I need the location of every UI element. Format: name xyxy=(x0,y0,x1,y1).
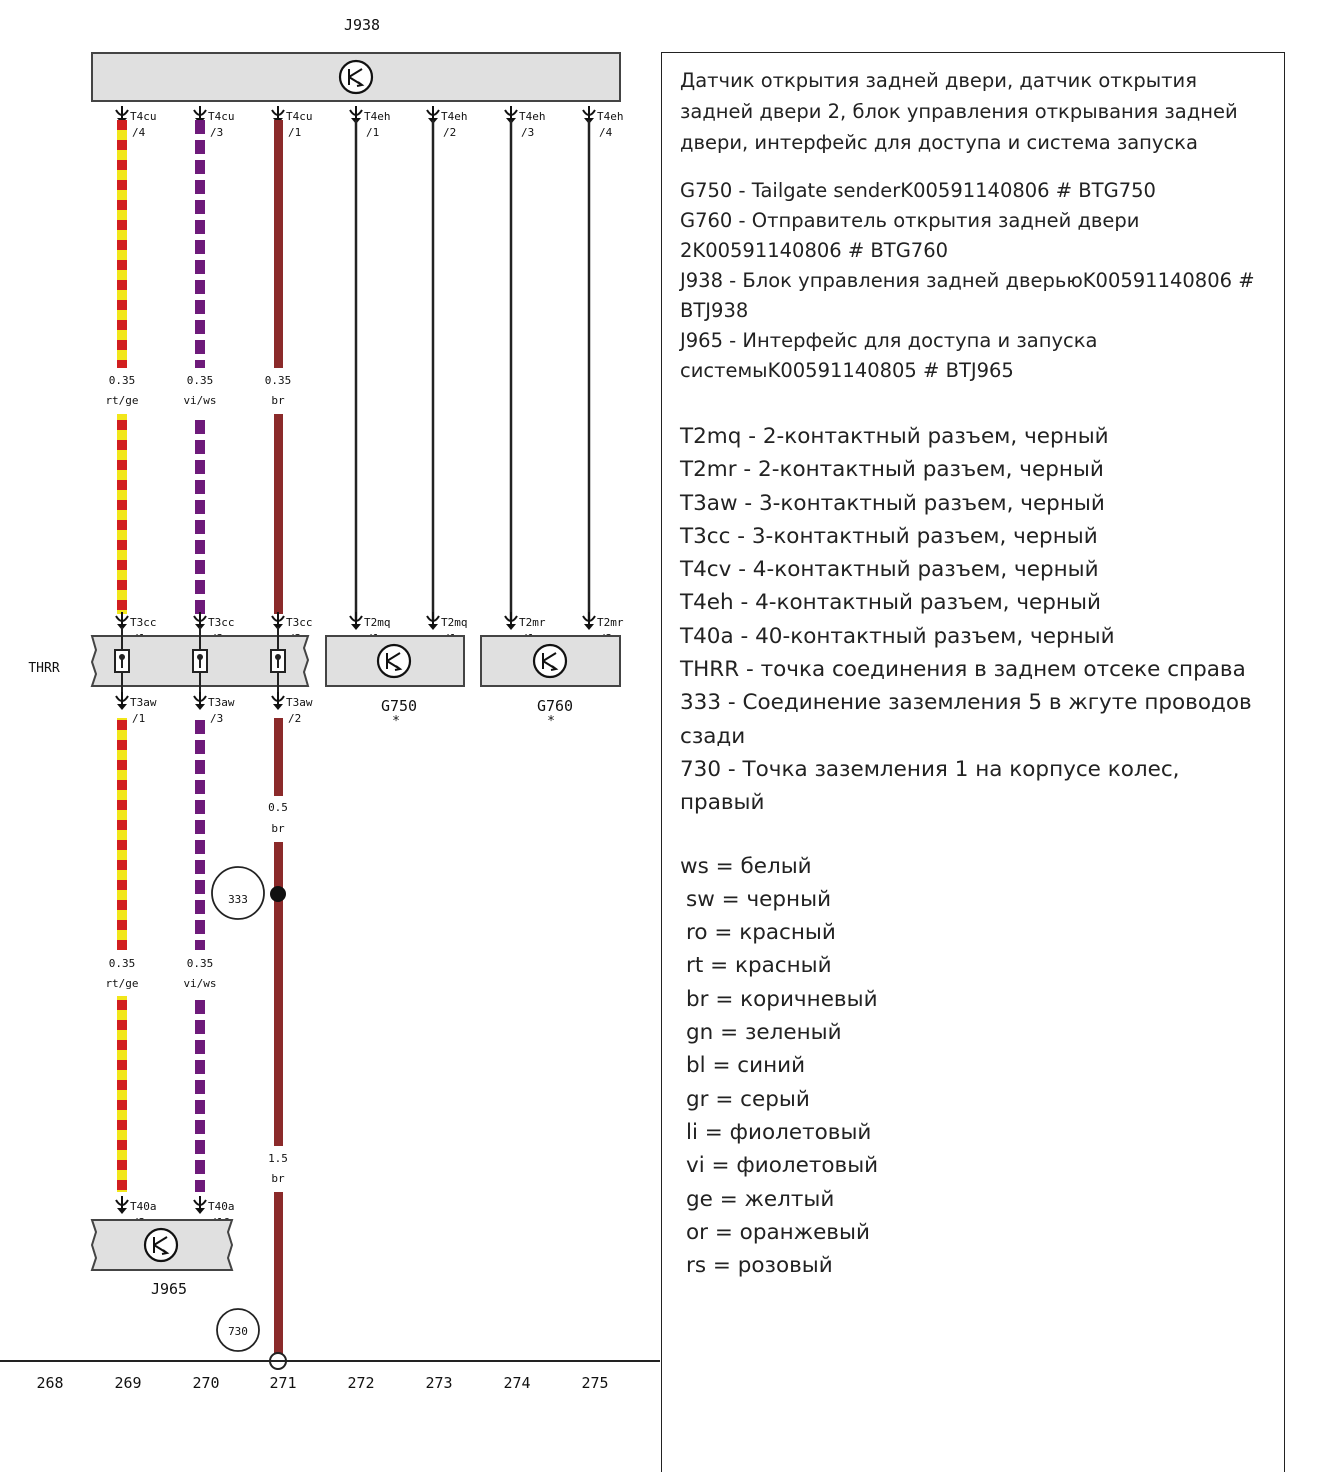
svg-text:br: br xyxy=(271,822,285,835)
legend-connector-item: 730 - Точка заземления 1 на корпусе колес, правый xyxy=(680,756,1180,816)
legend-connector-item: T3cc - 3-контактный разъем, черный xyxy=(680,523,1098,549)
legend-color-item: vi = фиолетовый xyxy=(686,1153,879,1179)
pin-top-1-pin: /4 xyxy=(132,126,146,139)
legend-connector-item: T4cv - 4-контактный разъем, черный xyxy=(680,557,1099,583)
pin-low-3-pin: /2 xyxy=(288,712,302,725)
svg-text:vi/ws: vi/ws xyxy=(183,394,217,407)
legend-connector-item: T4eh - 4-контактный разъем, черный xyxy=(680,590,1101,616)
pin-bottom-2-connector: T40a xyxy=(208,1200,235,1213)
track-number: 275 xyxy=(581,1374,609,1392)
legend-connectors xyxy=(680,420,1270,820)
thrr-label: THRR xyxy=(28,661,60,676)
g760-mark: * xyxy=(547,714,555,729)
g760-sensor-icon xyxy=(534,645,566,677)
legend-color-item: ge = желтый xyxy=(686,1186,835,1212)
ground-730-label: 730 xyxy=(228,1325,248,1338)
pin-low-1-connector: T3aw xyxy=(130,696,157,709)
pin-mid-4-connector: T2mq xyxy=(364,616,391,629)
legend-color-item: rs = розовый xyxy=(686,1253,833,1279)
wire-viws-upper xyxy=(195,120,205,368)
pin-top-4-pin: /1 xyxy=(366,126,380,139)
pin-mid-3-connector: T3cc xyxy=(286,616,313,629)
wire-viws-lower xyxy=(195,718,205,950)
g750-sensor-icon xyxy=(378,645,410,677)
pin-low-2-connector: T3aw xyxy=(208,696,235,709)
g760-label: G760 xyxy=(536,697,574,715)
legend-components xyxy=(680,176,1270,386)
svg-text:rt/ge: rt/ge xyxy=(105,977,139,990)
legend-color-codes xyxy=(680,850,1270,1283)
legend-color-item: bl = синий xyxy=(686,1053,806,1079)
wire-rtge-lower xyxy=(117,718,127,950)
svg-text:0.35: 0.35 xyxy=(186,374,214,387)
legend-component-item: J938 - Блок управления задней дверьюK00591140806 # BTJ938 xyxy=(680,269,1255,322)
svg-text:0.5: 0.5 xyxy=(268,801,288,814)
svg-text:br: br xyxy=(271,1172,285,1185)
track-number: 273 xyxy=(425,1374,453,1392)
wire-label-upper-3 xyxy=(265,374,292,407)
wire-label-lower-1 xyxy=(105,957,138,990)
track-number: 270 xyxy=(192,1374,220,1392)
pin-mid-7-connector: T2mr xyxy=(597,616,624,629)
legend-component-item: G760 - Отправитель открытия задней двери 2K00591140806 # BTG760 xyxy=(680,209,1140,262)
legend-color-item: gr = серый xyxy=(686,1086,810,1112)
ground-333-splice xyxy=(270,886,286,902)
track-numbers xyxy=(36,1374,608,1392)
pin-top-6-pin: /3 xyxy=(521,126,535,139)
wire-br-upper xyxy=(274,120,283,368)
pin-top-5-connector: T4eh xyxy=(441,110,468,123)
pin-mid-5-connector: T2mq xyxy=(441,616,468,629)
legend-intro: Датчик открытия задней двери, датчик открытия задней двери 2, блок управления открывания задней двери, интерфейс для доступа и система запуска xyxy=(680,69,1238,154)
legend-connector-item: T3aw - 3-контактный разъем, черный xyxy=(680,490,1105,516)
top-pin-connectors xyxy=(116,106,624,139)
svg-text:vi/ws: vi/ws xyxy=(183,977,217,990)
track-number: 274 xyxy=(503,1374,531,1392)
low-pin-connectors xyxy=(116,692,313,725)
legend-component-item: G750 - Tailgate senderK00591140806 # BTG750 xyxy=(680,179,1156,202)
legend-color-item: rt = красный xyxy=(686,953,832,979)
j965-unit-icon xyxy=(145,1229,177,1261)
svg-text:0.35: 0.35 xyxy=(264,374,292,387)
legend-connector-item: 333 - Соединение заземления 5 в жгуте проводов сзади xyxy=(680,690,1252,749)
pin-top-7-pin: /4 xyxy=(599,126,613,139)
pin-top-4-connector: T4eh xyxy=(364,110,391,123)
wire-viws-lower2 xyxy=(195,996,205,1192)
wire-label-upper-1 xyxy=(105,374,138,407)
svg-text:1.5: 1.5 xyxy=(268,1152,288,1165)
pin-top-5-pin: /2 xyxy=(443,126,457,139)
wire-viws-upper2 xyxy=(195,414,205,614)
legend-connector-item: T2mr - 2-контактный разъем, черный xyxy=(680,457,1104,483)
wire-label-lower-2 xyxy=(183,957,216,990)
pin-top-2-connector: T4cu xyxy=(208,110,235,123)
legend-color-item: gn = зеленый xyxy=(686,1020,842,1046)
j938-unit-icon xyxy=(340,61,372,93)
pin-low-3-connector: T3aw xyxy=(286,696,313,709)
pin-mid-1-connector: T3cc xyxy=(130,616,157,629)
j938-label: J938 xyxy=(343,16,381,34)
track-number: 272 xyxy=(347,1374,375,1392)
g750-label: G750 xyxy=(380,697,418,715)
wire-rtge-upper xyxy=(117,120,127,368)
pin-top-3-connector: T4cu xyxy=(286,110,313,123)
track-number: 268 xyxy=(36,1374,64,1392)
wire-br-upper2 xyxy=(274,414,283,614)
legend-color-item: li = фиолетовый xyxy=(686,1119,872,1145)
pin-top-2-pin: /3 xyxy=(210,126,224,139)
j965-label: J965 xyxy=(150,1280,188,1298)
wire-br-ground xyxy=(274,1192,283,1356)
wire-label-upper-2 xyxy=(183,374,216,407)
pin-low-2-pin: /3 xyxy=(210,712,224,725)
pin-bottom-1-connector: T40a xyxy=(130,1200,157,1213)
svg-text:rt/ge: rt/ge xyxy=(105,394,139,407)
wire-rtge-lower2 xyxy=(117,996,127,1192)
legend-color-item: ws = белый xyxy=(680,853,812,879)
legend-color-item: br = коричневый xyxy=(686,986,878,1012)
ground-333-label: 333 xyxy=(228,893,248,906)
legend-connector-item: T40a - 40-контактный разъем, черный xyxy=(680,623,1115,649)
wire-label-ground xyxy=(268,1152,288,1185)
svg-text:br: br xyxy=(271,394,285,407)
track-number: 271 xyxy=(269,1374,297,1392)
pin-mid-2-connector: T3cc xyxy=(208,616,235,629)
svg-text:0.35: 0.35 xyxy=(108,957,136,970)
legend-connector-item: T2mq - 2-контактный разъем, черный xyxy=(680,424,1109,449)
legend-panel xyxy=(661,52,1285,1472)
legend-color-item: sw = черный xyxy=(686,886,832,912)
legend-connector-item: THRR - точка соединения в заднем отсеке справа xyxy=(680,657,1246,683)
pin-low-1-pin: /1 xyxy=(132,712,146,725)
pin-top-3-pin: /1 xyxy=(288,126,302,139)
legend-color-item: or = оранжевый xyxy=(686,1219,870,1245)
pin-mid-6-connector: T2mr xyxy=(519,616,546,629)
wire-rtge-upper2 xyxy=(117,414,127,614)
pin-top-7-connector: T4eh xyxy=(597,110,624,123)
g750-mark: * xyxy=(392,714,400,729)
wire-label-lower-3 xyxy=(268,801,288,835)
svg-text:0.35: 0.35 xyxy=(108,374,136,387)
pin-top-1-connector: T4cu xyxy=(130,110,157,123)
legend-color-item: ro = красный xyxy=(686,920,836,946)
pin-top-6-connector: T4eh xyxy=(519,110,546,123)
svg-text:0.35: 0.35 xyxy=(186,957,214,970)
track-number: 269 xyxy=(114,1374,142,1392)
wire-br-lower xyxy=(274,718,283,796)
legend-component-item: J965 - Интерфейс для доступа и запуска системыK00591140805 # BTJ965 xyxy=(680,329,1098,382)
